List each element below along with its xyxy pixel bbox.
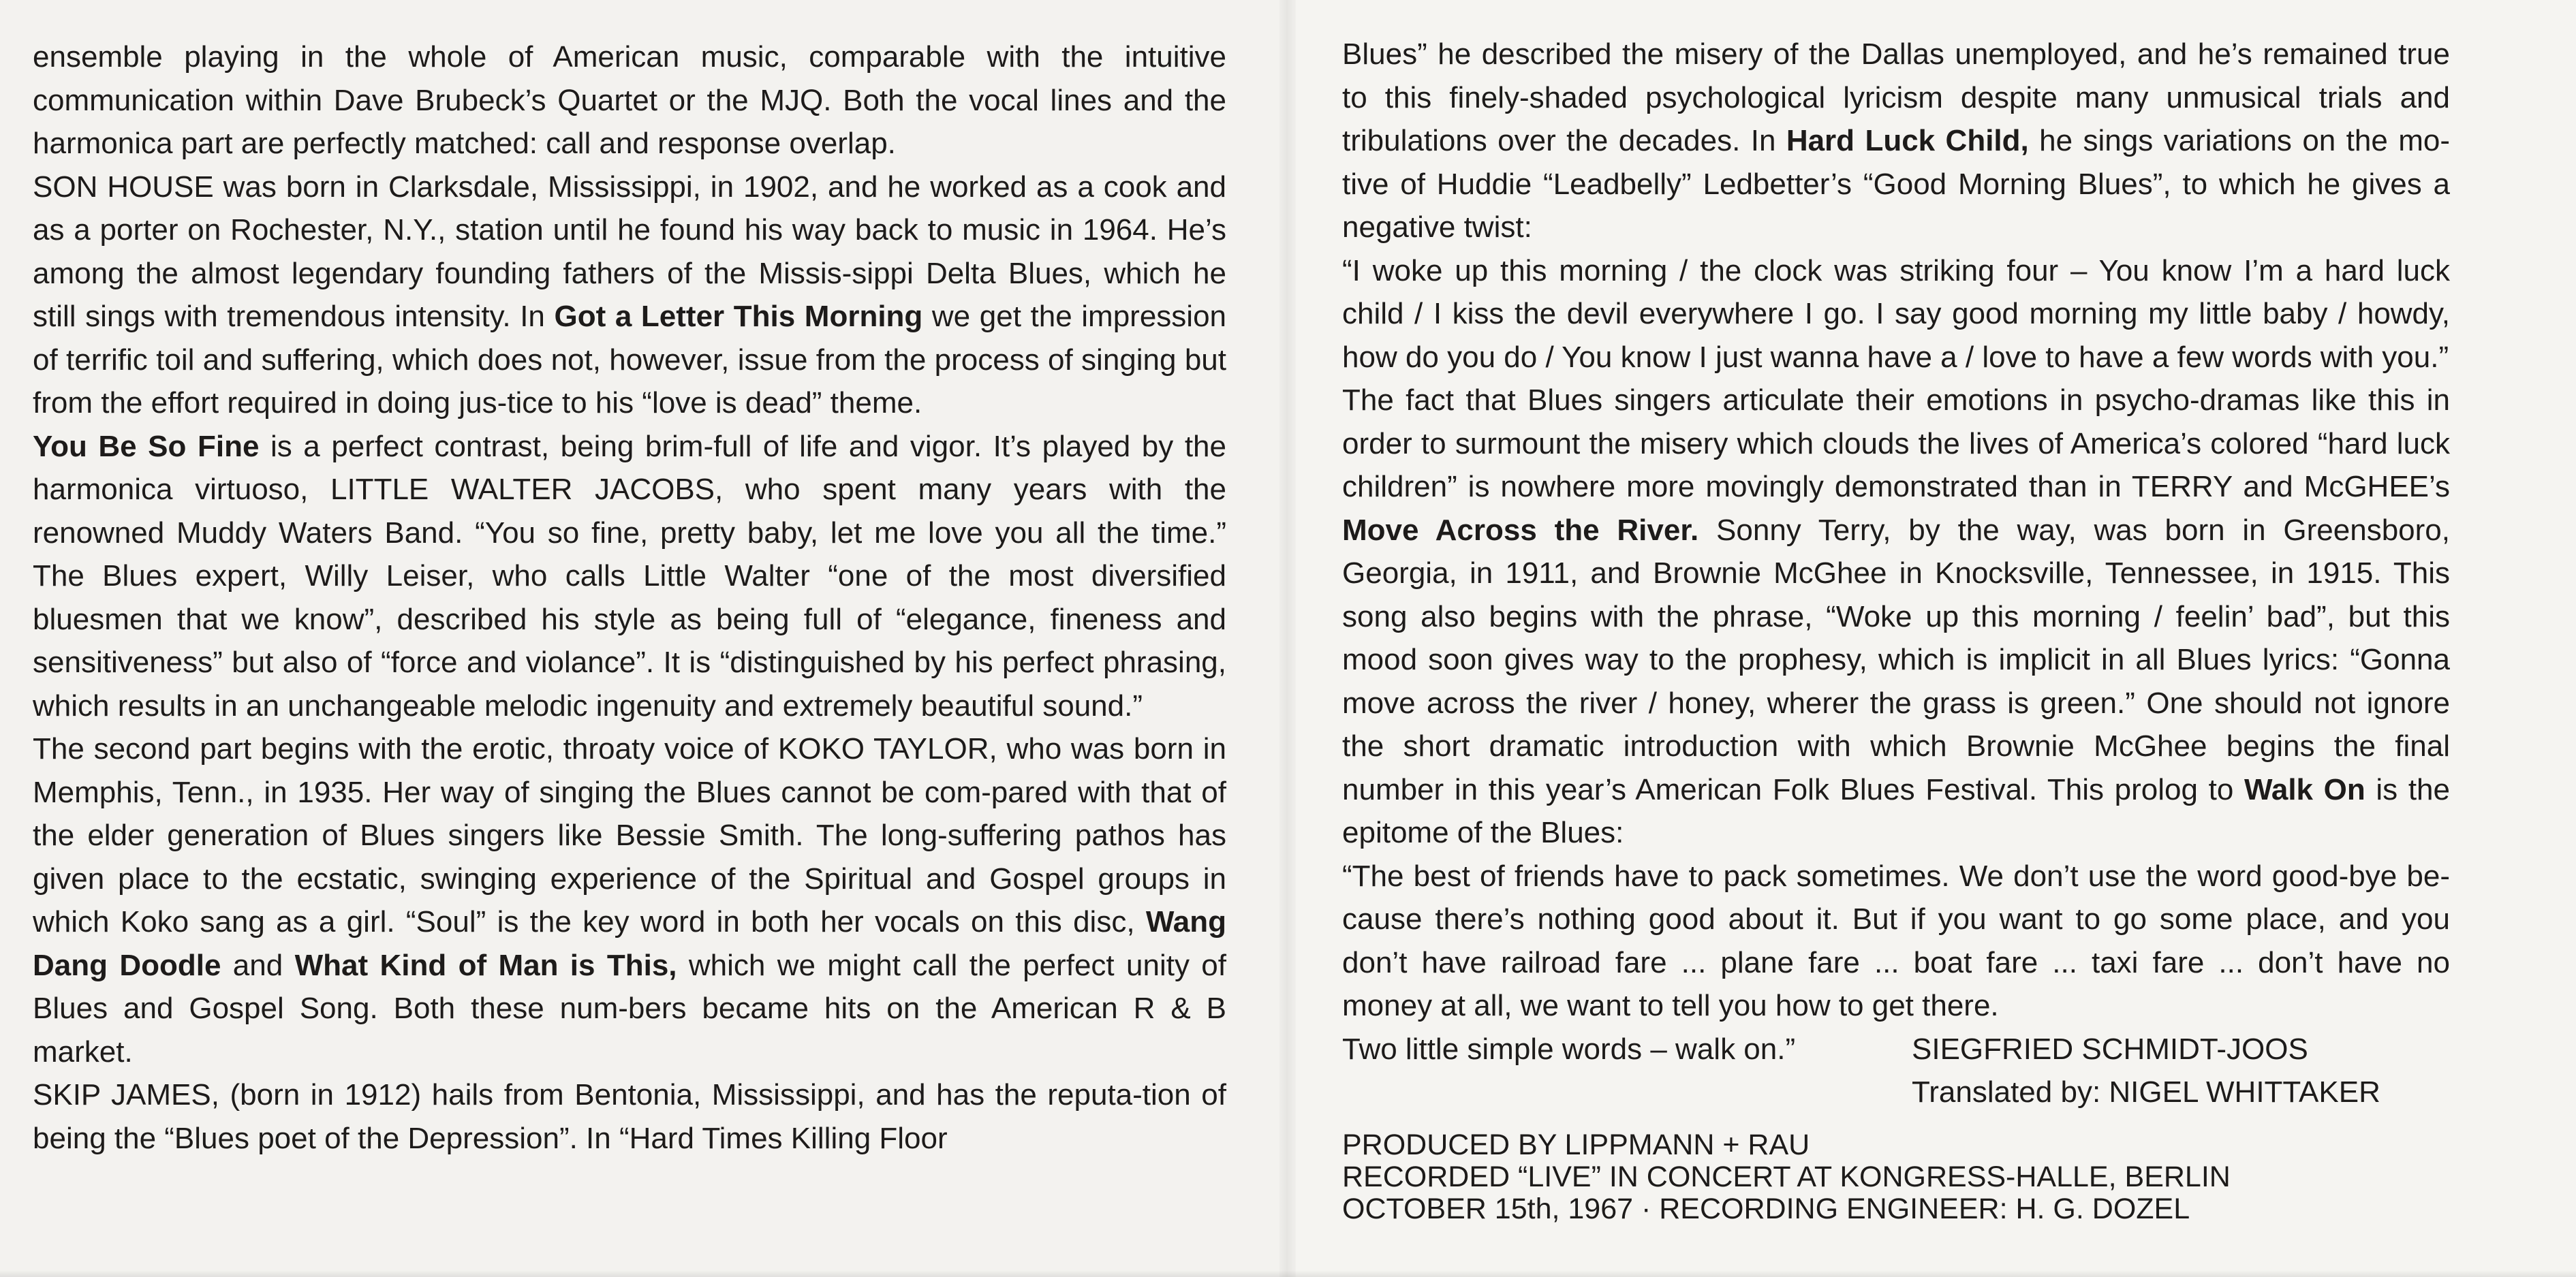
and-text: and — [221, 948, 295, 982]
paragraph-little-walter — [33, 425, 1226, 728]
paragraph-son-house — [33, 165, 1226, 425]
page-gutter — [1279, 0, 1296, 1277]
son-house-text-cont: we get the impression of terrific toil and suffering, which does not, however, issue from the process of singing but from the effort required in doing jus-tice to his “love is dead” theme. — [33, 300, 1227, 420]
credit-line-date: OCTOBER 15th, 1967 · RECORDING ENGINEER: H. G. DOZEL — [1342, 1193, 2190, 1225]
terry-text: The fact that Blues singers articulate their emotions in psycho-dramas like this in order to surmount the misery which clouds the lives of America’s colored “hard luck children” is nowhere more movingly demonstrated than in TERRY and McGHEE’s — [1342, 383, 2450, 503]
hard-luck-text-cont: he sings variations on the mo-tive of Huddie “Leadbelly” Ledbetter’s “Good Morning Blues”, to which he gives a negative twist: — [1342, 124, 2451, 244]
paragraph-hard-luck — [1342, 33, 2450, 249]
koko-taylor-text-cont: which we might call the perfect unity of Blues and Gospel Song. Both these num-bers became hits on the American R & B market. — [33, 948, 1226, 1069]
translator-credit: Translated by: NIGEL WHITTAKER — [1912, 1075, 2380, 1109]
song-title-wang-dang-doodle: Wang Dang Doodle — [33, 905, 1226, 982]
song-title-what-kind-of-man: What Kind of Man is This, — [294, 948, 677, 982]
son-house-text: SON HOUSE was born in Clarksdale, Mississippi, in 1902, and he worked as a cook and as a porter on Rochester, N.Y., station until he found his way back to music in 1964. He’s among the almost legendary founding fathers of the Missis-sippi Delta Blues, which he still sings with tremendous intensity. In — [33, 170, 1226, 333]
quote-woke-up: “I woke up this morning / the clock was striking four – You know I’m a hard luck child / I kiss the devil everywhere I go. I say good morning my little baby / howdy, how do you do / You know I just wanna have a / love to have a few words with you.” — [1342, 253, 2450, 374]
quote-end: Two little simple words – walk on.” — [1342, 1032, 1796, 1066]
bottom-edge-shadow — [0, 1270, 2576, 1277]
credit-line-produced: PRODUCED BY LIPPMANN + RAU — [1342, 1129, 1810, 1161]
paragraph-koko-taylor — [33, 727, 1226, 1073]
paragraph-skip-james: SKIP JAMES, (born in 1912) hails from Bentonia, Mississippi, and has the reputa-tion of being the “Blues poet of the Depression”. In “Hard Times Killing Floor — [33, 1078, 1226, 1155]
song-title-walk-on: Walk On — [2244, 772, 2365, 806]
signature-block — [1912, 1028, 2450, 1114]
terry-text-end: is the epitome of the Blues: — [1342, 772, 2450, 849]
left-page-text — [33, 35, 1226, 1160]
koko-taylor-text: The second part begins with the erotic, throaty voice of KOKO TAYLOR, who was born in Memphis, Tenn., in 1935. Her way of singing the Blues cannot be com-pared with that of the elder generation of Blues singers like Bessie Smith. The long-suffering pathos has given place to the ecstatic, swinging experience of the Spiritual and Gospel groups in which Koko sang as a girl. “Soul” is the key word in both her vocals on this disc, — [33, 732, 1226, 939]
song-title-you-be-so-fine: You Be So Fine — [33, 429, 260, 463]
little-walter-text: is a perfect contrast, being brim-full of life and vigor. It’s played by the harmonica virtuoso, LITTLE WALTER JACOBS, who spent many years with the renowned Muddy Waters Band. “You so fine, pretty baby, let me love you all the time.” The Blues expert, Willy Leiser, who calls Little Walter “one of the most diversified bluesmen that we know”, described his style as being full of “elegance, fineness and sensitiveness” but also of “force and violance”. It is “distinguished by his perfect phrasing, which results in an unchangeable melodic ingenuity and extremely beautiful sound.” — [33, 429, 1226, 723]
right-page — [1288, 0, 2576, 1277]
paragraph-terry-mcghee — [1342, 379, 2450, 855]
signature-row — [1342, 1028, 2450, 1114]
production-credits — [1342, 1129, 2231, 1225]
quote-best-of-friends: “The best of friends have to pack sometimes. We don’t use the word good-bye be-cause there’s nothing good about it. But if you want to go some place, and you don’t have railroad fare ... plane fare ... boat fare ... taxi fare ... don’t have no money at all, we want to tell you how to get there. — [1342, 859, 2450, 1022]
song-title-hard-luck-child: Hard Luck Child, — [1786, 124, 2029, 157]
credit-line-recorded: RECORDED “LIVE” IN CONCERT AT KONGRESS-HALLE, BERLIN — [1342, 1161, 2231, 1193]
hard-luck-text: Blues” he described the misery of the Dallas unemployed, and he’s remained true to this finely-shaded psychological lyricism despite many unmusical trials and tribulations over the decades. In — [1342, 37, 2450, 157]
song-title-move-across-the-river: Move Across the River. — [1342, 513, 1699, 547]
terry-text-cont: Sonny Terry, by the way, was born in Greensboro, Georgia, in 1911, and Brownie McGhee in Knocksville, Tennessee, in 1915. This song also begins with the phrase, “Woke up this morning / feelin’ bad”, but this mood soon gives way to the prophesy, which is implicit in all Blues lyrics: “Gonna move across the river / honey, wherer the grass is green.” One should not ignore the short dramatic introduction with which Brownie McGhee begins the final number in this year’s American Folk Blues Festival. This prolog to — [1342, 513, 2450, 806]
song-title-got-a-letter: Got a Letter This Morning — [554, 300, 923, 333]
right-page-text — [1342, 33, 2450, 1114]
author-name: SIEGFRIED SCHMIDT-JOOS — [1912, 1032, 2308, 1066]
paragraph-ensemble: ensemble playing in the whole of American music, comparable with the intuitive communication within Dave Brubeck’s Quartet or the MJQ. Both the vocal lines and the harmonica part are perfectly matched: call and response overlap. — [33, 40, 1226, 160]
